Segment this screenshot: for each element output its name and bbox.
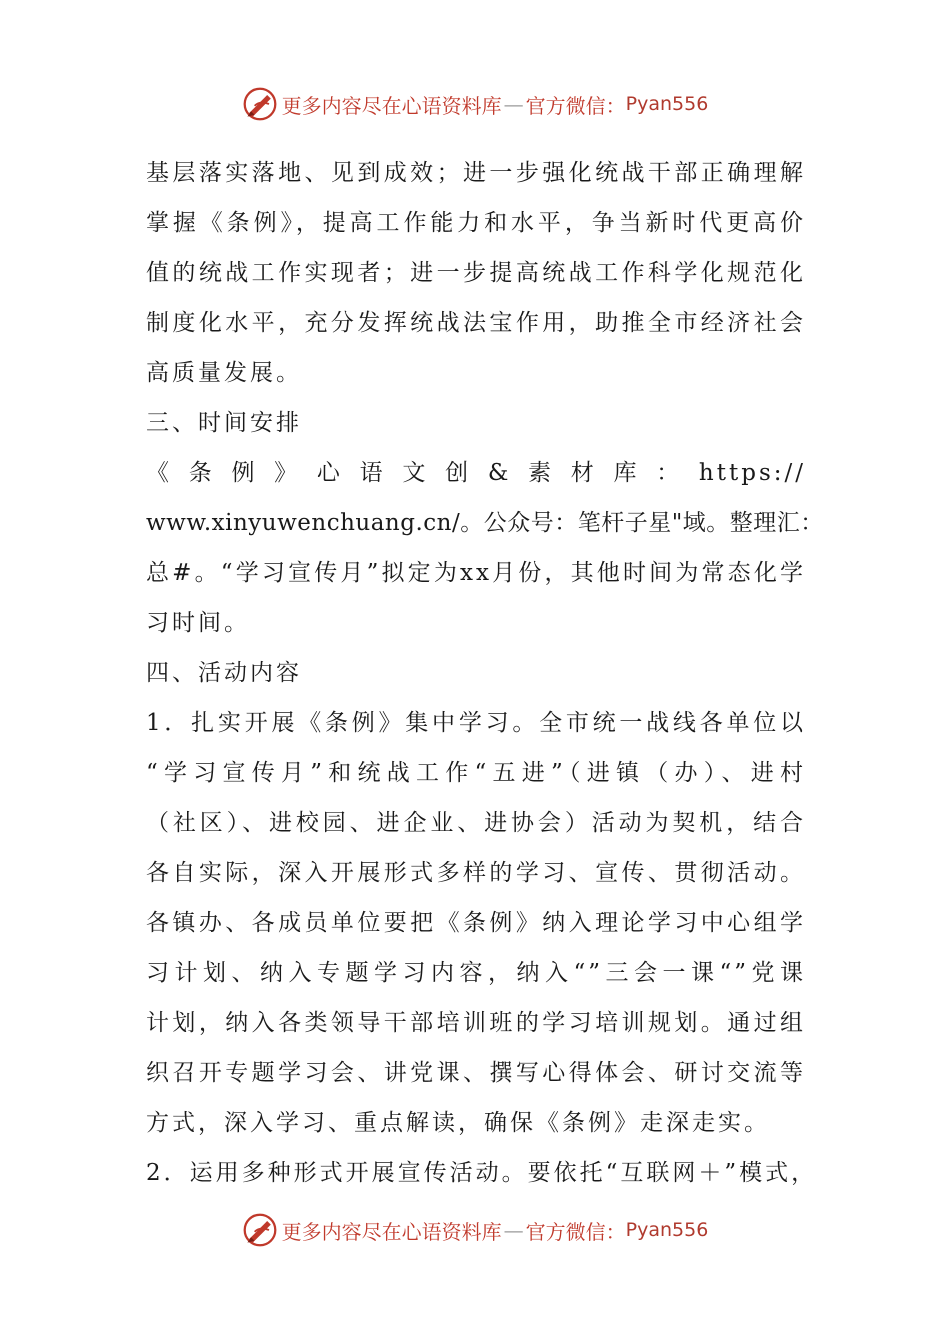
watermark-wechat-id: Pyan556 (625, 93, 709, 115)
body-line: 值的统战工作实现者；进一步提高统战工作科学化规范化 (146, 260, 806, 286)
body-line: 各自实际，深入开展形式多样的学习、宣传、贯彻活动。 (146, 860, 806, 886)
body-line: www.xinyuwenchuang.cn/。公众号：笔杆子星"域。整理汇： (146, 510, 824, 536)
body-line: “学习宣传月”和统战工作“五进”（进镇（办）、进村 (146, 760, 806, 786)
watermark-wechat-id: Pyan556 (625, 1219, 709, 1241)
body-line: 计划，纳入各类领导干部培训班的学习培训规划。通过组 (146, 1010, 806, 1036)
body-line: 1．扎实开展《条例》集中学习。全市统一战线各单位以 (146, 710, 806, 736)
body-line: 方式，深入学习、重点解读，确保《条例》走深走实。 (146, 1110, 770, 1136)
pen-logo-icon (242, 86, 278, 122)
watermark-main-text: 更多内容尽在心语资料库 (281, 1219, 502, 1244)
section-heading-activities: 四、活动内容 (146, 660, 302, 686)
body-line: 习计划、纳入专题学习内容，纳入“”三会一课“”党课 (146, 960, 806, 986)
body-line: （社区）、进校园、进企业、进协会）活动为契机，结合 (146, 810, 806, 836)
watermark-separator: — (503, 92, 524, 116)
body-line: 制度化水平，充分发挥统战法宝作用，助推全市经济社会 (146, 310, 806, 336)
body-line: 总#。“学习宣传月”拟定为xx月份，其他时间为常态化学 (146, 560, 806, 586)
body-line: 基层落实落地、见到成效；进一步强化统战干部正确理解 (146, 160, 806, 186)
header-watermark (0, 82, 950, 126)
footer-watermark (0, 1208, 950, 1252)
body-line: 高质量发展。 (146, 360, 302, 386)
document-body (146, 148, 824, 1198)
body-line: 各镇办、各成员单位要把《条例》纳入理论学习中心组学 (146, 910, 806, 936)
body-line: 织召开专题学习会、讲党课、撰写心得体会、研讨交流等 (146, 1060, 806, 1086)
watermark-wechat-label: 官方微信： (525, 1219, 626, 1244)
body-line: 掌握《条例》，提高工作能力和水平，争当新时代更高价 (146, 210, 806, 236)
watermark-separator: — (503, 1218, 524, 1242)
watermark-main-text: 更多内容尽在心语资料库 (281, 93, 502, 118)
body-line: 习时间。 (146, 610, 250, 636)
section-heading-schedule: 三、时间安排 (146, 410, 302, 436)
body-line: 2．运用多种形式开展宣传活动。要依托“互联网＋”模式， (146, 1160, 818, 1186)
watermark-wechat-label: 官方微信： (525, 93, 626, 118)
pen-logo-icon (242, 1212, 278, 1248)
body-line: 《条例》心语文创&素材库：https:// (146, 460, 806, 486)
